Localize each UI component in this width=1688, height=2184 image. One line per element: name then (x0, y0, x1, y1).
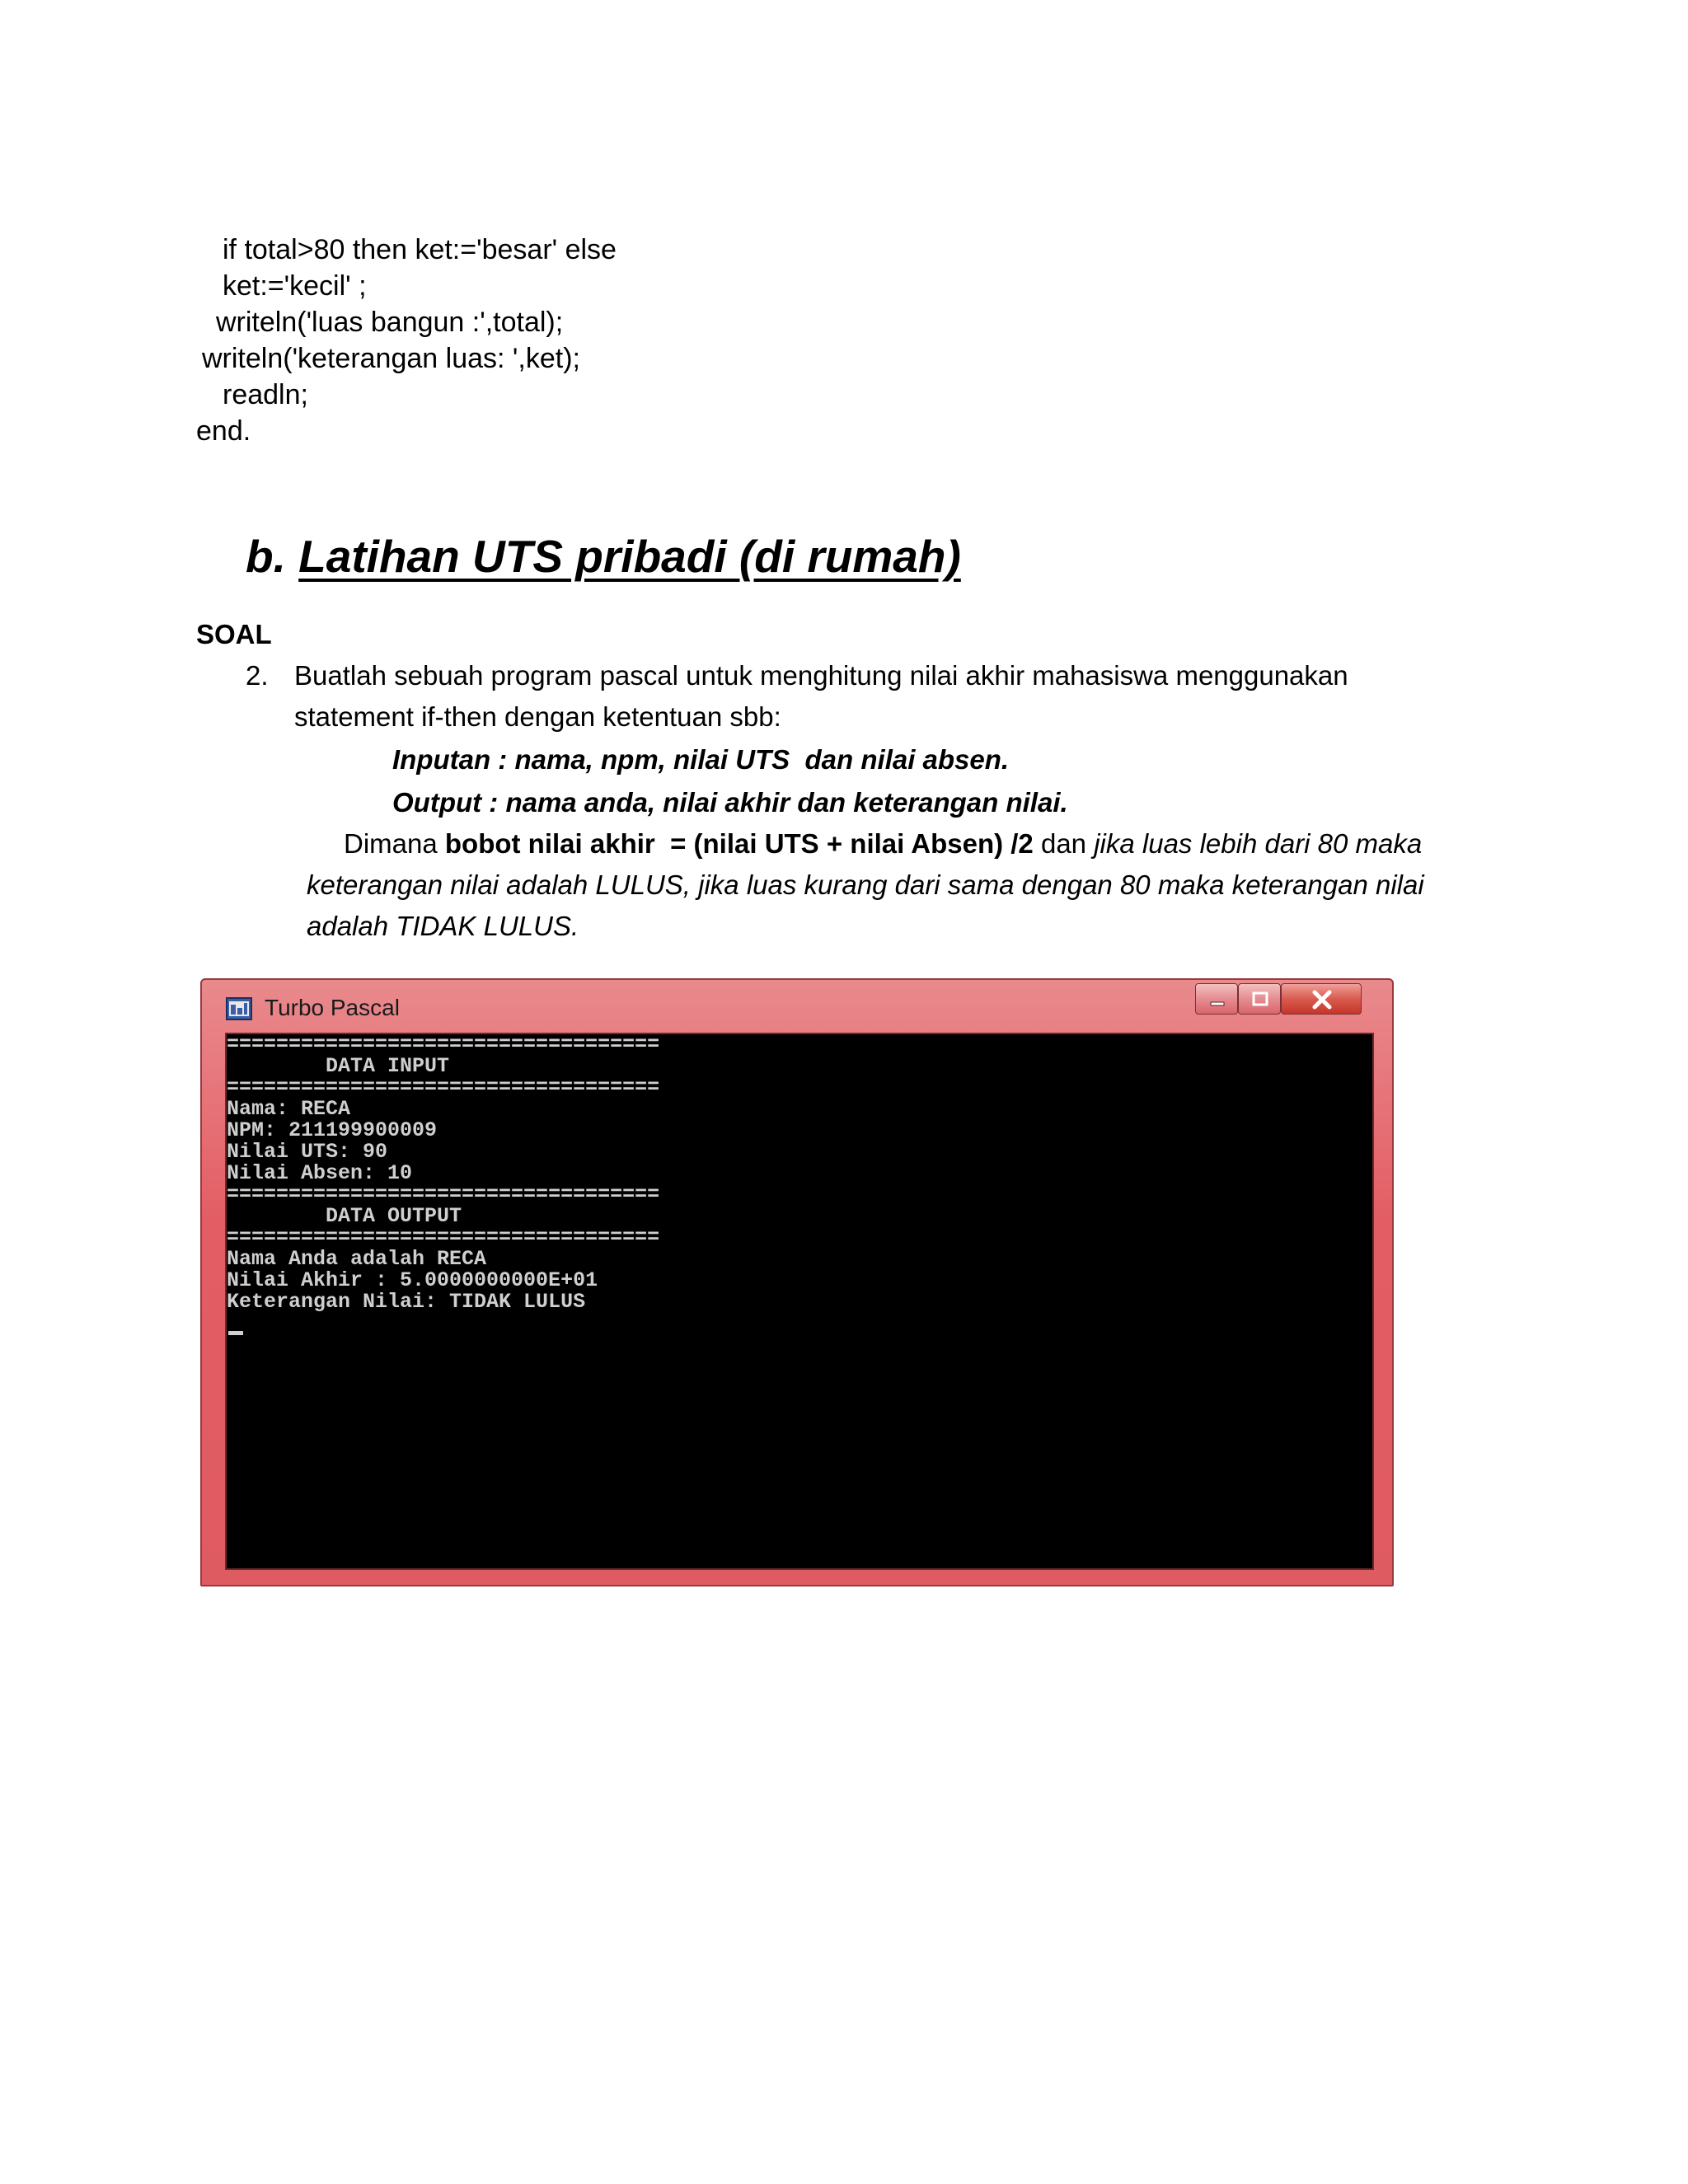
keterangan-line: keterangan nilai adalah LULUS, jika luas kurang dari sama dengan 80 maka keterangan nilai (307, 869, 1424, 900)
console-line: Nama: RECA (227, 1097, 351, 1121)
turbo-pascal-app-icon (225, 995, 253, 1023)
console-line: DATA OUTPUT (227, 1204, 462, 1228)
turbo-pascal-window (200, 978, 1394, 1586)
close-icon (1282, 984, 1362, 1015)
minimize-button[interactable] (1195, 983, 1238, 1015)
console-cursor (228, 1331, 243, 1335)
console-line: =================================== (227, 1226, 660, 1249)
console-line: NPM: 211199900009 (227, 1118, 438, 1142)
question-number: 2. (246, 660, 269, 691)
section-title: Latihan UTS pribadi (di rumah) (298, 531, 961, 582)
code-line: writeln('luas bangun :',total); (216, 307, 564, 338)
console-line: Keterangan Nilai: TIDAK LULUS (227, 1290, 586, 1314)
code-line: if total>80 then ket:='besar' else (223, 234, 617, 265)
console-line: Nilai UTS: 90 (227, 1140, 388, 1164)
maximize-icon (1239, 984, 1282, 1015)
minimize-icon (1196, 984, 1239, 1015)
code-line: writeln('keterangan luas: ',ket); (202, 343, 580, 374)
console-line: DATA INPUT (227, 1054, 450, 1078)
dimana-prefix: Dimana (344, 828, 445, 859)
console-output (225, 1033, 1374, 1570)
console-line: Nilai Akhir : 5.0000000000E+01 (227, 1268, 598, 1292)
dimana-line (344, 827, 1422, 860)
code-line: readln; (223, 379, 308, 410)
section-heading (246, 527, 961, 585)
question-line: Buatlah sebuah program pascal untuk menghitung nilai akhir mahasiswa menggunakan (294, 660, 1348, 691)
keterangan-last-line: adalah TIDAK LULUS. (307, 911, 579, 941)
condition-text: jika luas lebih dari 80 maka (1094, 828, 1423, 859)
console-line: =================================== (227, 1076, 660, 1099)
console-line: Nama Anda adalah RECA (227, 1247, 487, 1271)
inputan-text: Inputan : nama, npm, nilai UTS dan nilai absen. (392, 744, 1010, 775)
question-line: statement if-then dengan ketentuan sbb: (294, 701, 781, 732)
console-line: =================================== (227, 1033, 660, 1057)
window-title: Turbo Pascal (265, 995, 400, 1020)
soal-label: SOAL (196, 619, 272, 649)
formula-text: bobot nilai akhir = (nilai UTS + nilai Absen) /2 (444, 828, 1034, 859)
console-line: =================================== (227, 1183, 660, 1207)
dimana-mid: dan (1033, 828, 1095, 859)
code-line: ket:='kecil' ; (223, 270, 367, 302)
console-line: Nilai Absen: 10 (227, 1161, 413, 1185)
section-prefix: b. (246, 531, 299, 582)
close-button[interactable] (1281, 983, 1362, 1015)
maximize-button[interactable] (1238, 983, 1281, 1015)
code-line: end. (196, 415, 251, 447)
output-text: Output : nama anda, nilai akhir dan keterangan nilai. (392, 787, 1068, 818)
